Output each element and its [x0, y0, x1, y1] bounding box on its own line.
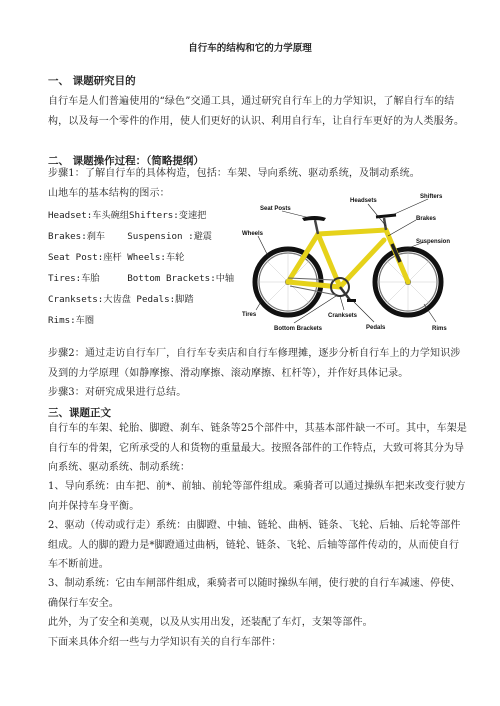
label-tires: Tires [242, 312, 257, 318]
label-wheels: Wheels [242, 231, 264, 237]
extra-text: 此外，为了安全和美观，以及从实用出发，还装配了车灯，支架等部件。 [48, 617, 373, 628]
parts-line: Brakes:刹车 Suspension :避震 [48, 231, 212, 242]
diagram-intro: 山地车的基本结构的图示： [48, 188, 170, 199]
section1-heading: 一、 课题研究目的 [48, 75, 136, 87]
next-text: 下面来具体介绍一些与力学知识有关的自行车部件： [48, 637, 282, 648]
parts-line: Headset:车头碗组Shifters:变速把 [48, 210, 207, 221]
item-drive: 2、驱动（传动或行走）系统：由脚蹬、中轴、链轮、曲柄、链条、飞轮、后轴、后轮等部件组成。人的脚的蹬力是*脚蹬通过曲柄，链轮、链条、飞轮、后轴等部件传动的，从而使自行车不断前进。 [48, 520, 461, 570]
section3-heading: 三、课题正文 [48, 407, 111, 419]
parts-line: Cranksets:大齿盘 Pedals:脚踏 [48, 294, 194, 305]
step1-text: 步骤1：了解自行车的具体构造，包括：车架、导向系统、驱动系统，及制动系统。 [48, 168, 420, 179]
leader-lines [256, 199, 436, 323]
section3-intro: 自行车的车架、轮胎、脚蹬、刹车、链条等25个部件中，其基本部件缺一不可。其中，车架是自行车的骨架，它所承受的人和货物的重量最大。按照各部件的工作特点，大致可将其分为导向系统、驱动系统、制动系统： [48, 423, 468, 473]
label-bottom-brackets: Bottom Brackets [274, 326, 323, 332]
item-steering: 1、导向系统：由车把、前*、前轴、前轮等部件组成。乘骑者可以通过操纵车把来改变行驶方向并保持车身平衡。 [48, 481, 466, 512]
label-brakes: Brakes [416, 216, 437, 222]
document-title: 自行车的结构和它的力学原理 [188, 43, 312, 54]
parts-line: Rims:车圈 [48, 315, 95, 326]
label-headsets: Headsets [350, 198, 377, 204]
label-suspension: Suspension [416, 239, 451, 245]
label-pedals: Pedals [366, 325, 386, 331]
step3-text: 步骤3：对研究成果进行总结。 [48, 387, 187, 398]
parts-line: Tires:车胎 Bottom Brackets:中轴 [48, 273, 235, 284]
label-cranksets: Cranksets [328, 313, 358, 319]
label-rims: Rims [432, 326, 447, 332]
section1-text: 自行车是人们普遍使用的“绿色”交通工具，通过研究自行车上的力学知识，了解自行车的结构，以及每一个零件的作用，使人们更好的认识、利用自行车，让自行车更好的为人类服务。 [48, 96, 465, 127]
label-seat-posts: Seat Posts [260, 206, 291, 212]
label-shifters: Shifters [420, 194, 443, 200]
item-brake: 3、制动系统：它由车闸部件组成，乘骑者可以随时操纵车闸，使行驶的自行车减速、停使、确保行车安全。 [48, 578, 461, 609]
step2-text: 步骤2：通过走访自行车厂，自行车专卖店和自行车修理摊，逐步分析自行车上的力学知识涉及到的力学原理（如静摩擦、滑动摩擦、滚动摩擦、杠杆等），并作好具体记录。 [48, 348, 461, 379]
parts-line: Seat Post:座杆 Wheels:车轮 [48, 252, 185, 263]
section2-heading: 二、 课题操作过程：（简略提纲） [48, 155, 204, 167]
bicycle-illustration [255, 215, 441, 315]
bicycle-diagram [238, 192, 460, 340]
